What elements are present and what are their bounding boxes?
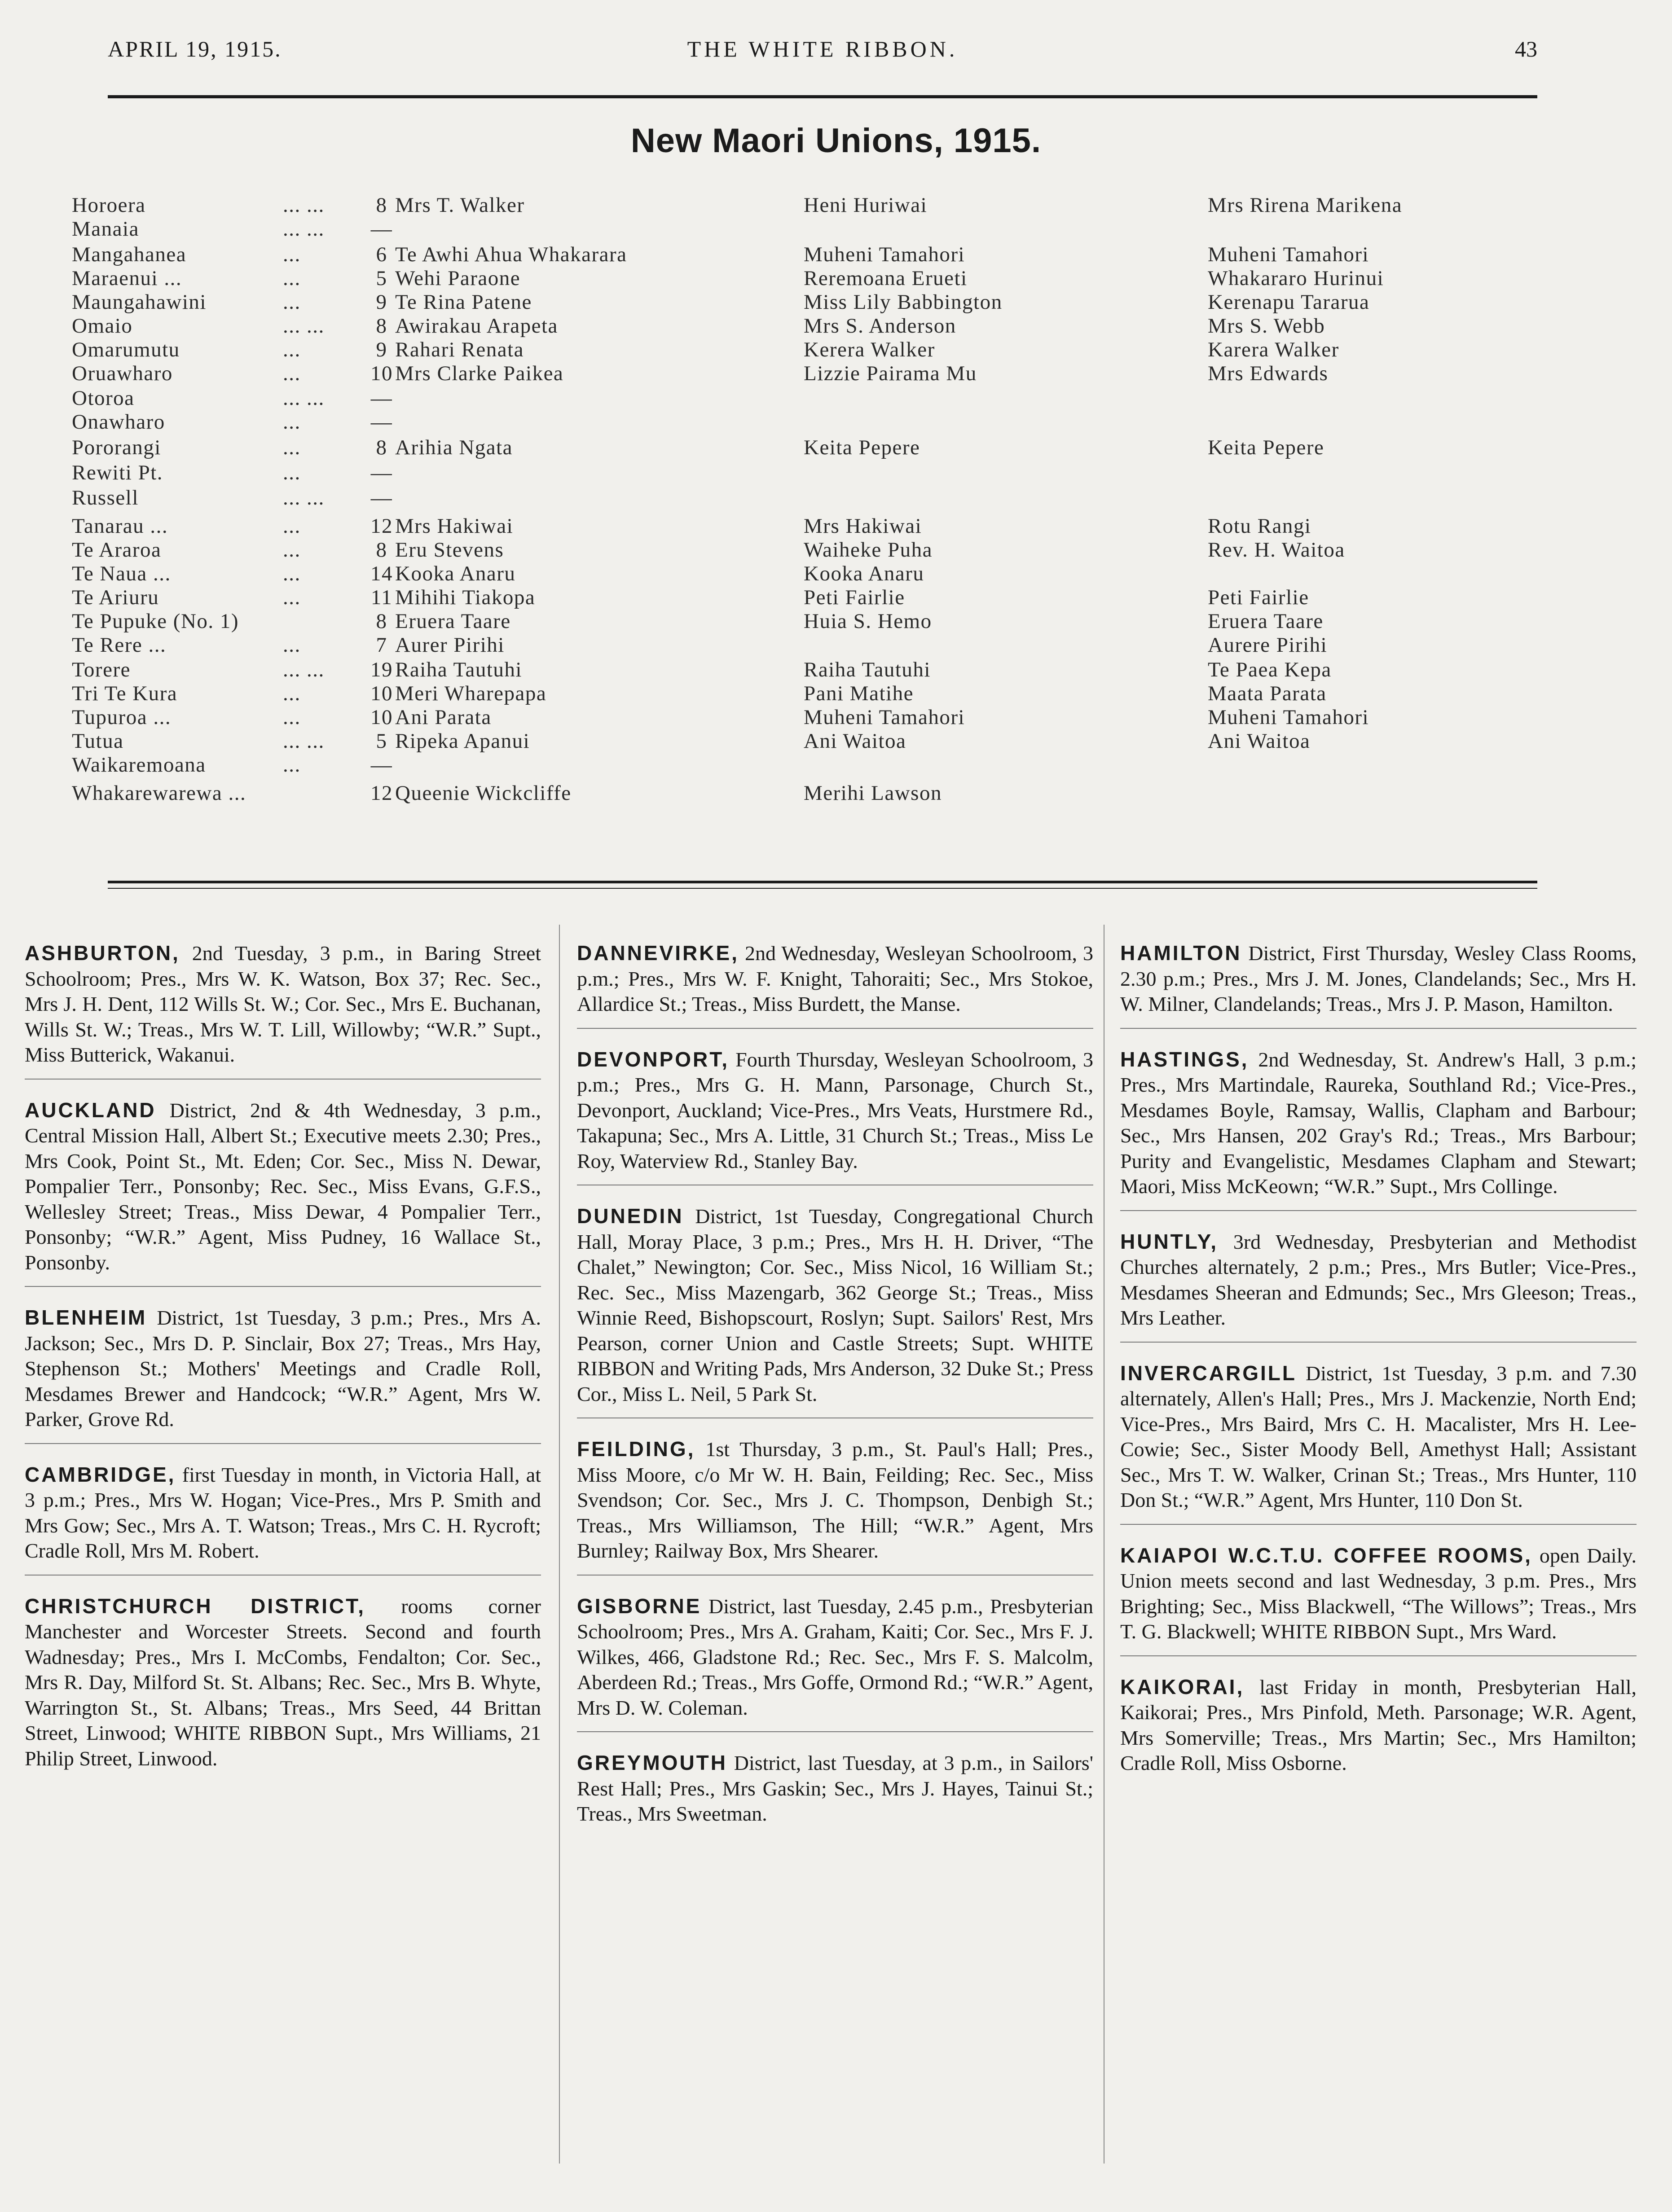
secretary-name: Peti Fairlie xyxy=(804,586,905,609)
union-entry xyxy=(25,1593,541,1782)
union-name: Mangahanea xyxy=(72,243,187,266)
union-details: District, 1st Tuesday, 3 p.m. and 7.30 alternately, Allen's Hall; Pres., Mrs J. Mackenzie, North End; Vice-Pres., Mrs Baird, Mrs C. H. Macalister, Mrs H. Lee-Cowie; Sec., Sister Moody Bell, Amethyst Hall; Assistant Sec., Mrs T. W. Walker, Crinan St.; Treas., Mrs Hunter, 110 Don St.; “W.R.” Agent, Mrs Hunter, 110 Don St. xyxy=(1120,1361,1637,1511)
page-header xyxy=(108,36,1537,72)
member-count: 8 xyxy=(376,193,387,217)
directory-column-3 xyxy=(1120,940,1637,1805)
secretary-name: Kooka Anaru xyxy=(804,562,924,585)
secretary-name: Keita Pepere xyxy=(804,436,920,459)
leader-dots: ... xyxy=(283,410,301,434)
treasurer-name: Rev. H. Waitoa xyxy=(1208,538,1345,562)
union-details: District, 1st Tuesday, Congregational Church Hall, Moray Place, 3 p.m.; Pres., Mrs H. H. Driver, “The Chalet,” Newington; Cor. Sec., Miss Nicol, 16 William St.; Rec. Sec., Miss Mazengarb, 362 George St.; Treas., Miss Winnie Reed, Bishopscourt, Roslyn; Supt. Sailors' Rest, Mrs Pearson, corner Union and Castle Streets; Supt. WHITE RIBBON and Writing Pads, Mrs Anderson, 32 Duke St.; Press Cor., Miss L. Neil, 5 Park St. xyxy=(577,1205,1093,1405)
member-count: 12 xyxy=(370,514,393,538)
secretary-name: Lizzie Pairama Mu xyxy=(804,362,977,385)
leader-dots: ... ... xyxy=(283,217,325,241)
treasurer-name: Eruera Taare xyxy=(1208,610,1324,633)
treasurer-name: Mrs Rirena Marikena xyxy=(1208,193,1403,217)
president-name: Ripeka Apanui xyxy=(395,729,530,753)
member-count: 10 xyxy=(370,362,393,385)
union-entry xyxy=(25,940,541,1080)
treasurer-name: Aurere Pirihi xyxy=(1208,633,1328,657)
union-entry xyxy=(577,940,1093,1029)
union-entry xyxy=(577,1436,1093,1576)
president-name: Te Rina Patene xyxy=(395,290,532,314)
union-name: Te Naua ... xyxy=(72,562,171,585)
leader-dots: ... ... xyxy=(283,486,325,509)
treasurer-name: Muheni Tamahori xyxy=(1208,706,1369,729)
union-town-name: HAMILTON xyxy=(1120,941,1242,965)
treasurer-name: Whakararo Hurinui xyxy=(1208,267,1384,290)
union-details: District, last Tuesday, 2.45 p.m., Presbyterian Schoolroom; Pres., Mrs A. Graham, Kaiti; Cor. Sec., Mrs F. J. Wilkes, 466, Gladstone Rd.; Rec. Sec., Mrs F. S. Malcolm, Aberdeen Rd.; Treas., Mrs Goffe, Ormond Rd.; “W.R.” Agent, Mrs D. W. Coleman. xyxy=(577,1594,1093,1719)
page-number: 43 xyxy=(1515,36,1537,61)
section-divider-thin xyxy=(108,888,1537,889)
union-entry xyxy=(1120,1047,1637,1211)
union-name: Waikaremoana xyxy=(72,753,206,777)
union-town-name: CHRISTCHURCH DISTRICT, xyxy=(25,1594,365,1618)
leader-dots: ... xyxy=(283,362,301,385)
member-count: 14 xyxy=(370,562,393,585)
union-town-name: GREYMOUTH xyxy=(577,1751,727,1774)
member-count: 8 xyxy=(376,538,387,562)
leader-dots: ... xyxy=(283,461,301,484)
union-details: 3rd Wednesday, Presbyterian and Methodist Churches alternately, 2 p.m.; Pres., Mrs Butler; Vice-Pres., Mesdames Sheeran and Edmunds; Sec., Mrs Gleeson; Treas., Mrs Leather. xyxy=(1120,1230,1637,1329)
secretary-name: Pani Matihe xyxy=(804,682,914,705)
president-name: Eruera Taare xyxy=(395,610,511,633)
leader-dots: ... xyxy=(283,514,301,538)
secretary-name: Reremoana Erueti xyxy=(804,267,968,290)
union-details: rooms corner Manchester and Worcester Streets. Second and fourth Wadnesday; Pres., Mrs I. McCombs, Fendalton; Cor. Sec., Mrs R. Day, Milford St. St. Albans; Rec. Sec., Mrs B. Whyte, Warrington St., St. Albans; Treas., Mrs Seed, 44 Brittan Street, Linwood; WHITE RIBBON Supt., Mrs Williams, 21 Philip Street, Linwood. xyxy=(25,1594,541,1770)
union-entry xyxy=(1120,1543,1637,1656)
president-name: Eru Stevens xyxy=(395,538,504,562)
member-count: 19 xyxy=(370,658,393,681)
union-name: Rewiti Pt. xyxy=(72,461,163,484)
member-count: — xyxy=(370,753,393,777)
union-details: open Daily. Union meets second and last Wednesday, 3 p.m. Pres., Mrs Brighting; Sec., Miss Blackwell, “The Willows”; Treas., Mrs T. G. Blackwell; WHITE RIBBON Supt., Mrs Ward. xyxy=(1120,1544,1637,1643)
union-name: Horoera xyxy=(72,193,146,217)
union-entry xyxy=(25,1462,541,1576)
secretary-name: Miss Lily Babbington xyxy=(804,290,1003,314)
leader-dots: ... xyxy=(283,243,301,266)
union-details: District, First Thursday, Wesley Class Rooms, 2.30 p.m.; Pres., Mrs J. M. Jones, Clandelands; Sec., Mrs H. W. Milner, Clandelands; Treas., Mrs J. P. Mason, Hamilton. xyxy=(1120,942,1637,1015)
union-details: District, last Tuesday, at 3 p.m., in Sailors' Rest Hall; Pres., Mrs Gaskin; Sec., Mrs J. Hayes, Tainui St.; Treas., Mrs Sweetman. xyxy=(577,1751,1093,1825)
member-count: 10 xyxy=(370,706,393,729)
secretary-name: Heni Huriwai xyxy=(804,193,928,217)
president-name: Kooka Anaru xyxy=(395,562,516,585)
union-details: last Friday in month, Presbyterian Hall, Kaikorai; Pres., Mrs Pinfold, Meth. Parsonage; W.R. Agent, Mrs Somerville; Treas., Mrs Martin; Sec., Mrs Hamilton; Cradle Roll, Miss Osborne. xyxy=(1120,1675,1637,1774)
member-count: — xyxy=(370,217,393,241)
member-count: — xyxy=(370,486,393,509)
member-count: 10 xyxy=(370,682,393,705)
union-name: Whakarewarewa ... xyxy=(72,781,246,805)
issue-date: APRIL 19, 1915. xyxy=(108,36,282,61)
secretary-name: Huia S. Hemo xyxy=(804,610,932,633)
secretary-name: Muheni Tamahori xyxy=(804,243,965,266)
union-details: 1st Thursday, 3 p.m., St. Paul's Hall; Pres., Miss Moore, c/o Mr W. H. Bain, Feilding; Rec. Sec., Miss Svendson; Cor. Sec., Mrs J. C. Thompson, Denbigh St.; Treas., Mrs Williamson, The Hill; “W.R.” Agent, Mrs Burnley; Railway Box, Mrs Shearer. xyxy=(577,1438,1093,1562)
union-details: 2nd Wednesday, Wesleyan Schoolroom, 3 p.m.; Pres., Mrs W. F. Knight, Tahoraiti; Sec., Mrs Stokoe, Allardice St.; Treas., Miss Burdett, the Manse. xyxy=(577,942,1093,1015)
union-entry xyxy=(577,1047,1093,1186)
union-name: Te Pupuke (No. 1) xyxy=(72,610,239,633)
treasurer-name: Peti Fairlie xyxy=(1208,586,1309,609)
union-town-name: INVERCARGILL xyxy=(1120,1361,1297,1385)
union-name: Te Ariuru xyxy=(72,586,159,609)
secretary-name: Mrs S. Anderson xyxy=(804,314,956,338)
union-name: Omarumutu xyxy=(72,338,180,361)
union-details: District, 2nd & 4th Wednesday, 3 p.m., Central Mission Hall, Albert St.; Executive meets 2.30; Pres., Mrs Cook, Point St., Mt. Eden; Cor. Sec., Miss N. Dewar, Pompalier Terr., Ponsonby; Rec. Sec., Miss Evans, G.F.S., Wellesley Street; Treas., Miss Dewar, 4 Pompalier Terr., Ponsonby; “W.R.” Agent, Miss Pudney, 16 Wallace St., Ponsonby. xyxy=(25,1098,541,1274)
union-town-name: GISBORNE xyxy=(577,1594,702,1618)
member-count: 5 xyxy=(376,267,387,290)
president-name: Queenie Wickcliffe xyxy=(395,781,572,805)
union-town-name: HUNTLY, xyxy=(1120,1229,1218,1253)
leader-dots: ... xyxy=(283,267,301,290)
union-details: District, 1st Tuesday, 3 p.m.; Pres., Mrs A. Jackson; Sec., Mrs D. P. Sinclair, Box 27; Treas., Mrs Hay, Stephenson St.; Mothers' Meetings and Cradle Roll, Mesdames Brewer and Handcock; “W.R.” Agent, Mrs W. Parker, Grove Rd. xyxy=(25,1306,541,1431)
union-name: Russell xyxy=(72,486,139,509)
president-name: Mihihi Tiakopa xyxy=(395,586,536,609)
union-name: Tutua xyxy=(72,729,124,753)
president-name: Arihia Ngata xyxy=(395,436,513,459)
union-entry xyxy=(1120,1229,1637,1343)
union-town-name: ASHBURTON, xyxy=(25,941,180,965)
union-name: Oruawharo xyxy=(72,362,173,385)
secretary-name: Muheni Tamahori xyxy=(804,706,965,729)
union-name: Manaia xyxy=(72,217,139,241)
leader-dots: ... xyxy=(283,338,301,361)
directory-column-2 xyxy=(577,940,1093,1856)
secretary-name: Waiheke Puha xyxy=(804,538,933,562)
union-entry xyxy=(25,1097,541,1287)
member-count: — xyxy=(370,386,393,410)
union-town-name: KAIAPOI W.C.T.U. COFFEE ROOMS, xyxy=(1120,1543,1532,1567)
union-details: Fourth Thursday, Wesleyan Schoolroom, 3 p.m.; Pres., Mrs G. H. Mann, Parsonage, Church St., Devonport, Auckland; Vice-Pres., Mrs Veats, Hurstmere Rd., Takapuna; Sec., Mrs A. Little, 31 Church St.; Treas., Miss Le Roy, Waterview Rd., Stanley Bay. xyxy=(577,1048,1093,1172)
secretary-name: Raiha Tautuhi xyxy=(804,658,931,681)
masthead: THE WHITE RIBBON. xyxy=(687,36,958,61)
union-name: Otoroa xyxy=(72,386,135,410)
president-name: Awirakau Arapeta xyxy=(395,314,558,338)
treasurer-name: Keita Pepere xyxy=(1208,436,1324,459)
president-name: Wehi Paraone xyxy=(395,267,521,290)
leader-dots: ... xyxy=(283,682,301,705)
treasurer-name: Mrs S. Webb xyxy=(1208,314,1325,338)
union-details: 2nd Wednesday, St. Andrew's Hall, 3 p.m.; Pres., Mrs Martindale, Raureka, Southland Rd.; Vice-Pres., Mesdames Boyle, Ramsay, Wallis, Clapham and Barbour; Sec., Mrs Hansen, 202 Gray's Rd.; Treas., Mrs Barbour; Purity and Evangelistic, Mesdames Clapham and Stewart; Maori, Miss McKeown; “W.R.” Supt., Mrs Collinge. xyxy=(1120,1048,1637,1198)
leader-dots: ... ... xyxy=(283,729,325,753)
union-name: Pororangi xyxy=(72,436,161,459)
section-title: New Maori Unions, 1915. xyxy=(630,122,1042,160)
leader-dots: ... ... xyxy=(283,193,325,217)
treasurer-name: Rotu Rangi xyxy=(1208,514,1311,538)
union-town-name: FEILDING, xyxy=(577,1437,695,1461)
leader-dots: ... xyxy=(283,706,301,729)
treasurer-name: Maata Parata xyxy=(1208,682,1327,705)
union-entry xyxy=(1120,1674,1637,1787)
union-town-name: AUCKLAND xyxy=(25,1098,156,1122)
president-name: Rahari Renata xyxy=(395,338,524,361)
union-entry xyxy=(25,1305,541,1444)
treasurer-name: Karera Walker xyxy=(1208,338,1339,361)
member-count: 9 xyxy=(376,290,387,314)
union-name: Te Araroa xyxy=(72,538,162,562)
header-rule xyxy=(108,95,1537,98)
president-name: Mrs T. Walker xyxy=(395,193,525,217)
leader-dots: ... xyxy=(283,633,301,657)
treasurer-name: Muheni Tamahori xyxy=(1208,243,1369,266)
leader-dots: ... ... xyxy=(283,658,325,681)
treasurer-name: Ani Waitoa xyxy=(1208,729,1311,753)
union-name: Maungahawini xyxy=(72,290,207,314)
union-name: Torere xyxy=(72,658,131,681)
treasurer-name: Te Paea Kepa xyxy=(1208,658,1332,681)
union-name: Tri Te Kura xyxy=(72,682,178,705)
union-name: Tanarau ... xyxy=(72,514,168,538)
leader-dots: ... xyxy=(283,290,301,314)
leader-dots: ... xyxy=(283,562,301,585)
president-name: Mrs Hakiwai xyxy=(395,514,514,538)
directory-column-1 xyxy=(25,940,541,1800)
member-count: 9 xyxy=(376,338,387,361)
union-entry xyxy=(1120,1361,1637,1525)
secretary-name: Ani Waitoa xyxy=(804,729,906,753)
leader-dots: ... ... xyxy=(283,386,325,410)
union-town-name: DEVONPORT, xyxy=(577,1047,730,1071)
president-name: Meri Wharepapa xyxy=(395,682,547,705)
leader-dots: ... ... xyxy=(283,314,325,338)
union-name: Maraenui ... xyxy=(72,267,182,290)
secretary-name: Merihi Lawson xyxy=(804,781,942,805)
union-entry xyxy=(577,1203,1093,1418)
member-count: 7 xyxy=(376,633,387,657)
president-name: Aurer Pirihi xyxy=(395,633,505,657)
member-count: 8 xyxy=(376,436,387,459)
treasurer-name: Mrs Edwards xyxy=(1208,362,1329,385)
union-name: Te Rere ... xyxy=(72,633,167,657)
union-entry xyxy=(577,1750,1093,1838)
president-name: Raiha Tautuhi xyxy=(395,658,522,681)
union-entry xyxy=(1120,940,1637,1029)
union-entry xyxy=(577,1593,1093,1733)
member-count: — xyxy=(370,461,393,484)
president-name: Te Awhi Ahua Whakarara xyxy=(395,243,627,266)
union-name: Tupuroa ... xyxy=(72,706,172,729)
union-name: Onawharo xyxy=(72,410,165,434)
union-town-name: HASTINGS, xyxy=(1120,1047,1249,1071)
member-count: 11 xyxy=(370,586,393,609)
president-name: Ani Parata xyxy=(395,706,492,729)
column-separator xyxy=(559,925,560,2164)
president-name: Mrs Clarke Paikea xyxy=(395,362,564,385)
leader-dots: ... xyxy=(283,436,301,459)
union-name: Omaio xyxy=(72,314,133,338)
treasurer-name: Kerenapu Tararua xyxy=(1208,290,1370,314)
member-count: — xyxy=(370,410,393,434)
union-town-name: BLENHEIM xyxy=(25,1306,147,1329)
union-details: 2nd Tuesday, 3 p.m., in Baring Street Schoolroom; Pres., Mrs W. K. Watson, Box 37; Rec. Sec., Mrs J. H. Dent, 112 Wills St. W.; Cor. Sec., Mrs E. Buchanan, Wills St. W.; Treas., Mrs W. T. Lill, Willowby; “W.R.” Supt., Miss Butterick, Wakanui. xyxy=(25,942,541,1066)
member-count: 8 xyxy=(376,314,387,338)
section-divider xyxy=(108,881,1537,883)
secretary-name: Kerera Walker xyxy=(804,338,935,361)
member-count: 6 xyxy=(376,243,387,266)
union-town-name: DUNEDIN xyxy=(577,1204,684,1228)
secretary-name: Mrs Hakiwai xyxy=(804,514,922,538)
union-town-name: KAIKORAI, xyxy=(1120,1675,1245,1698)
union-details: first Tuesday in month, in Victoria Hall, at 3 p.m.; Pres., Mrs W. Hogan; Vice-Pres., Mrs P. Smith and Mrs Gow; Sec., Mrs A. T. Watson; Treas., Mrs C. H. Rycroft; Cradle Roll, Mrs M. Robert. xyxy=(25,1463,541,1562)
union-town-name: DANNEVIRKE, xyxy=(577,941,739,965)
member-count: 12 xyxy=(370,781,393,805)
union-town-name: CAMBRIDGE, xyxy=(25,1462,176,1486)
leader-dots: ... xyxy=(283,538,301,562)
member-count: 8 xyxy=(376,610,387,633)
member-count: 5 xyxy=(376,729,387,753)
leader-dots: ... xyxy=(283,586,301,609)
leader-dots: ... xyxy=(283,753,301,777)
